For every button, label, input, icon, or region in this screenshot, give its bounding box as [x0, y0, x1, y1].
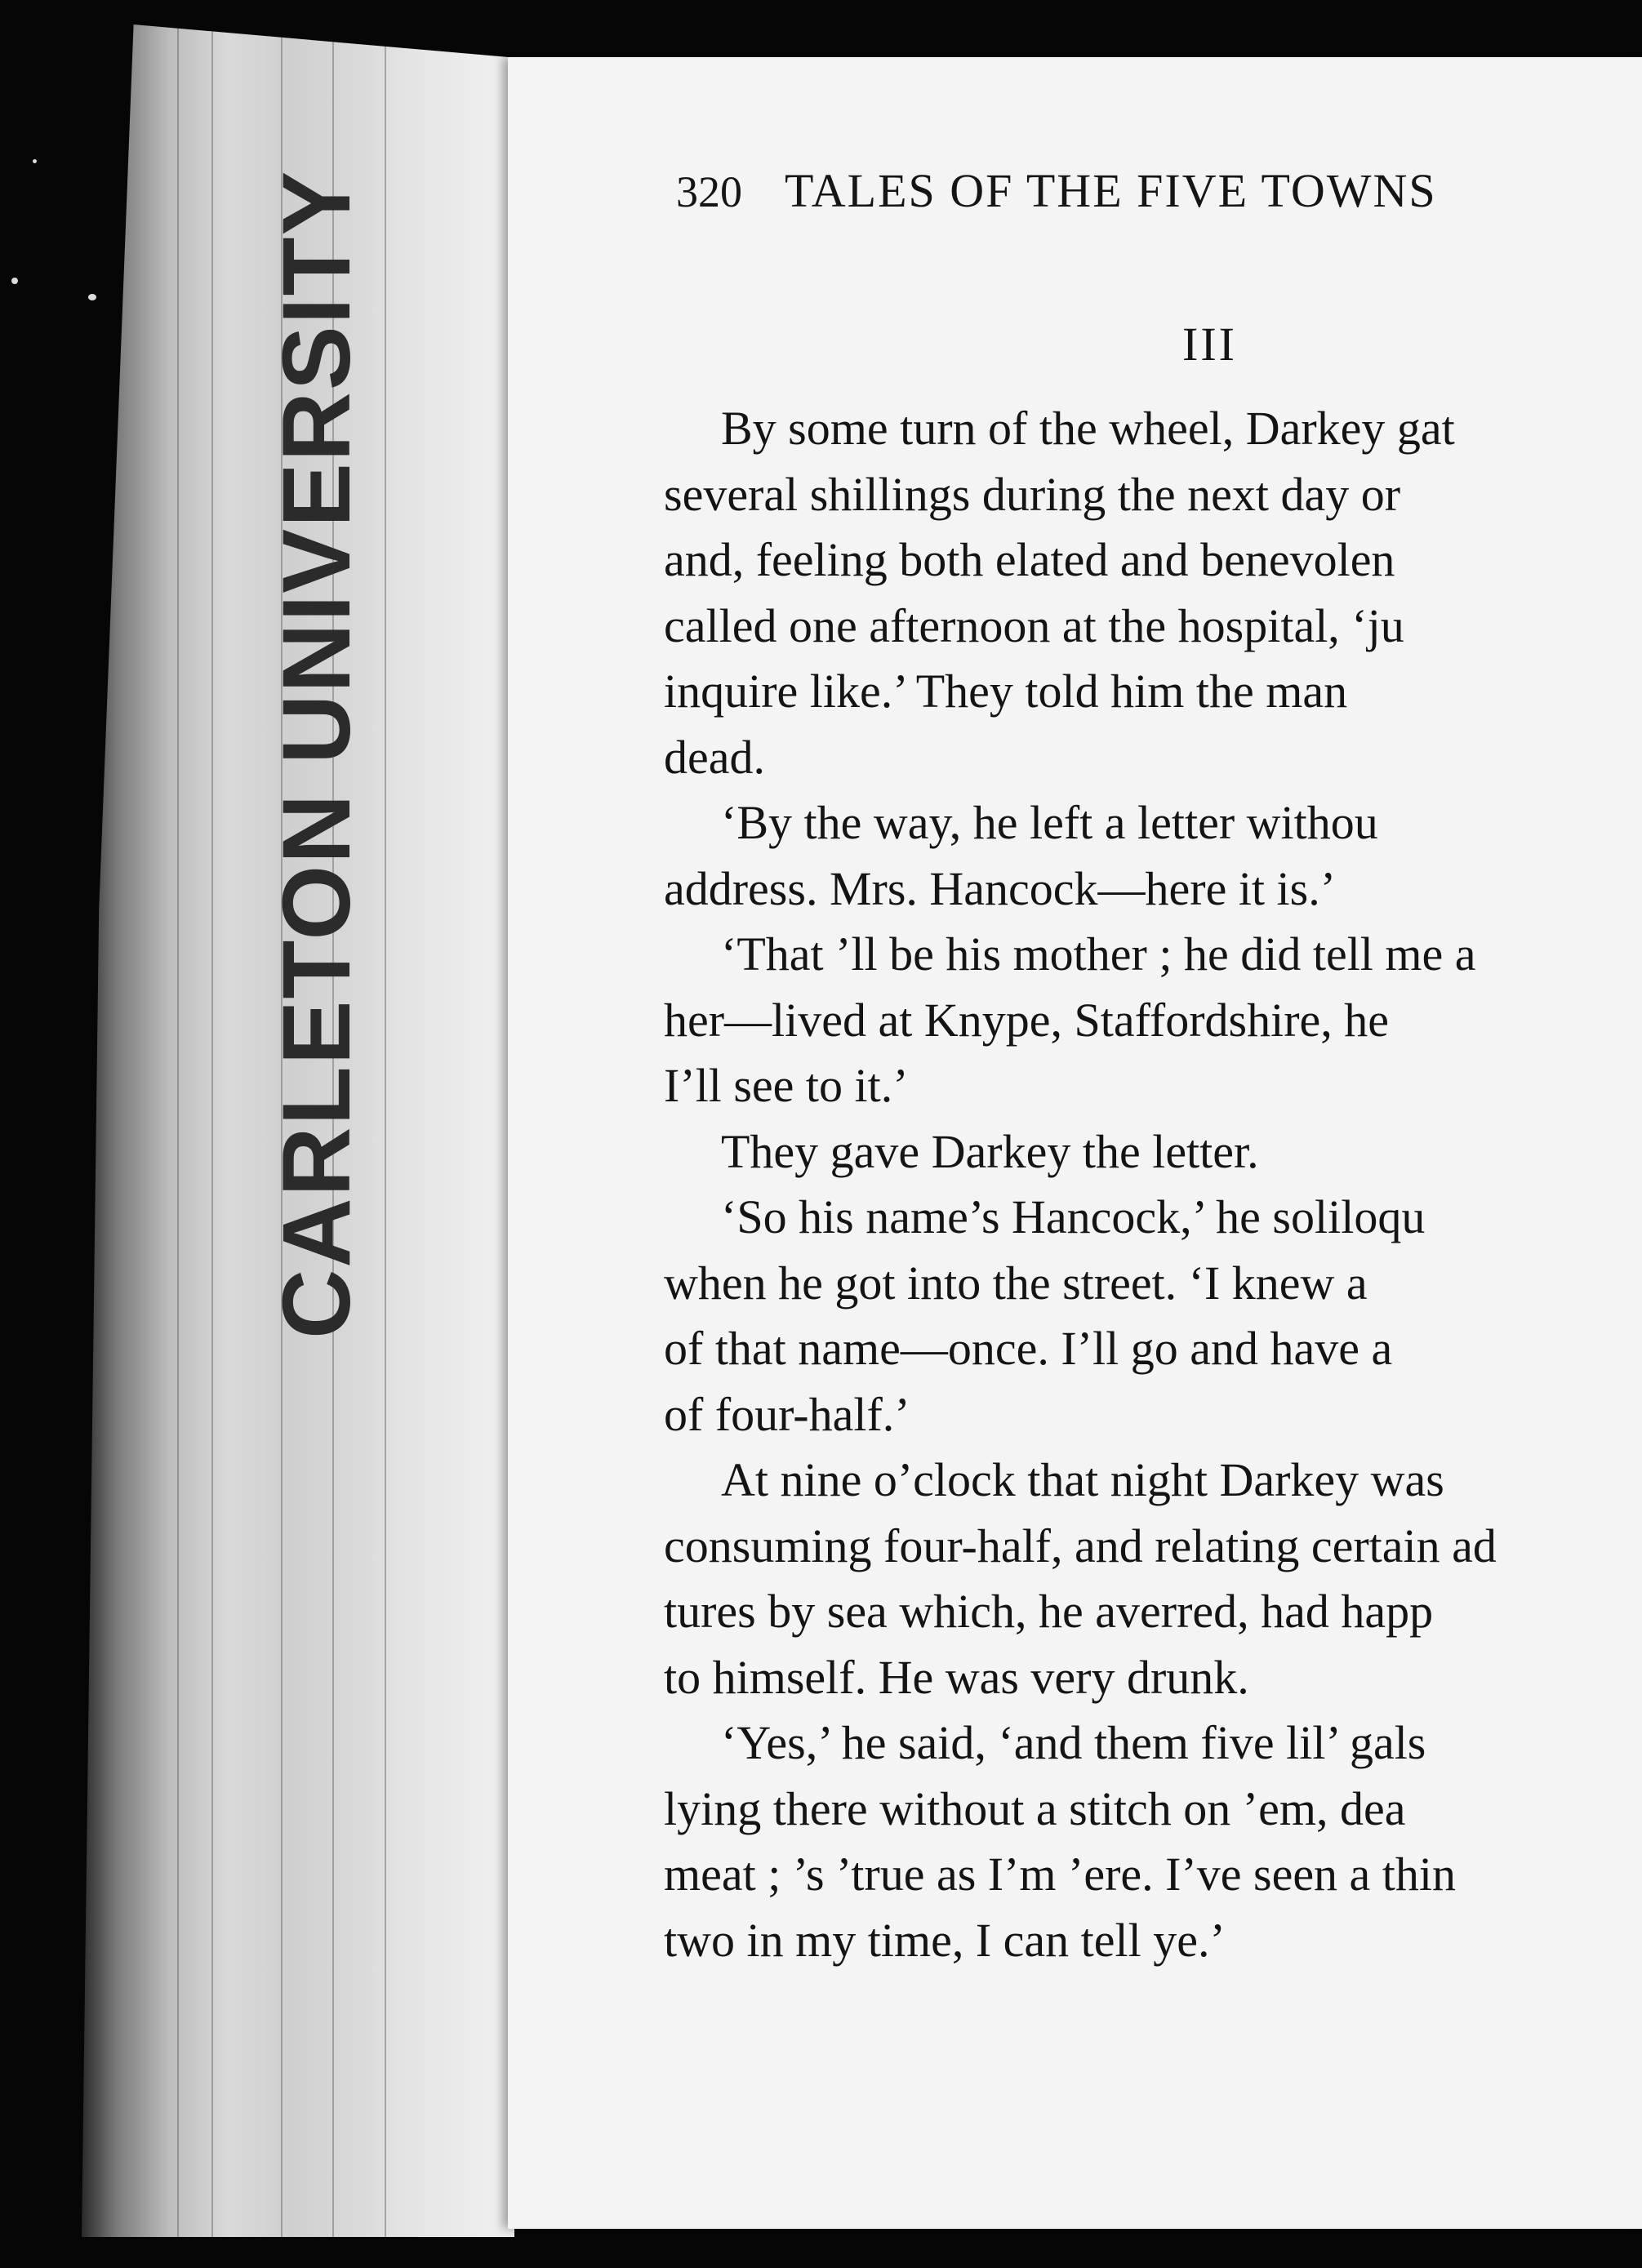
text-line: her—lived at Knype, Staffordshire, he [664, 993, 1390, 1047]
text-line: ‘So his name’s Hancock,’ he soliloqu [721, 1190, 1426, 1243]
text-line: consuming four-half, and relating certain ad [664, 1519, 1497, 1572]
text-line: and, feeling both elated and benevolen [664, 533, 1395, 586]
dust-speck [11, 278, 18, 284]
chapter-number: III [1182, 318, 1237, 371]
library-stamp-text: CARLETON UNIVERSITY [263, 169, 371, 1339]
page-header [676, 163, 1437, 218]
text-line: several shillings during the next day or [664, 467, 1401, 521]
body-text [664, 396, 1497, 1973]
page-number: 320 [676, 167, 742, 216]
text-line: They gave Darkey the letter. [721, 1124, 1259, 1178]
text-line: two in my time, I can tell ye.’ [664, 1913, 1226, 1967]
text-line: ‘Yes,’ he said, ‘and them five lil’ gals [721, 1716, 1426, 1769]
text-line: called one afternoon at the hospital, ‘ju [664, 598, 1404, 652]
text-line: lying there without a stitch on ’em, dea [664, 1781, 1406, 1835]
text-line: tures by sea which, he averred, had happ [664, 1585, 1434, 1638]
text-line: dead. [664, 730, 765, 784]
text-line: inquire like.’ They told him the man [664, 665, 1348, 718]
text-line: to himself. He was very drunk. [664, 1650, 1249, 1704]
running-title: TALES OF THE FIVE TOWNS [785, 164, 1437, 217]
dust-speck [33, 159, 37, 163]
text-line: By some turn of the wheel, Darkey gat [721, 402, 1455, 455]
text-line: address. Mrs. Hancock—here it is.’ [664, 861, 1337, 915]
dust-speck [88, 294, 96, 300]
text-line: of four-half.’ [664, 1387, 910, 1441]
text-line: ‘By the way, he left a letter withou [721, 796, 1378, 849]
text-line: when he got into the street. ‘I knew a [664, 1256, 1368, 1310]
text-line: meat ; ’s ’true as I’m ’ere. I’ve seen a thin [664, 1848, 1457, 1901]
text-line: of that name—once. I’ll go and have a [664, 1322, 1393, 1375]
text-line: At nine o’clock that night Darkey was [721, 1453, 1444, 1506]
text-line: I’ll see to it.’ [664, 1059, 909, 1112]
text-line: ‘That ’ll be his mother ; he did tell me a [721, 927, 1476, 981]
